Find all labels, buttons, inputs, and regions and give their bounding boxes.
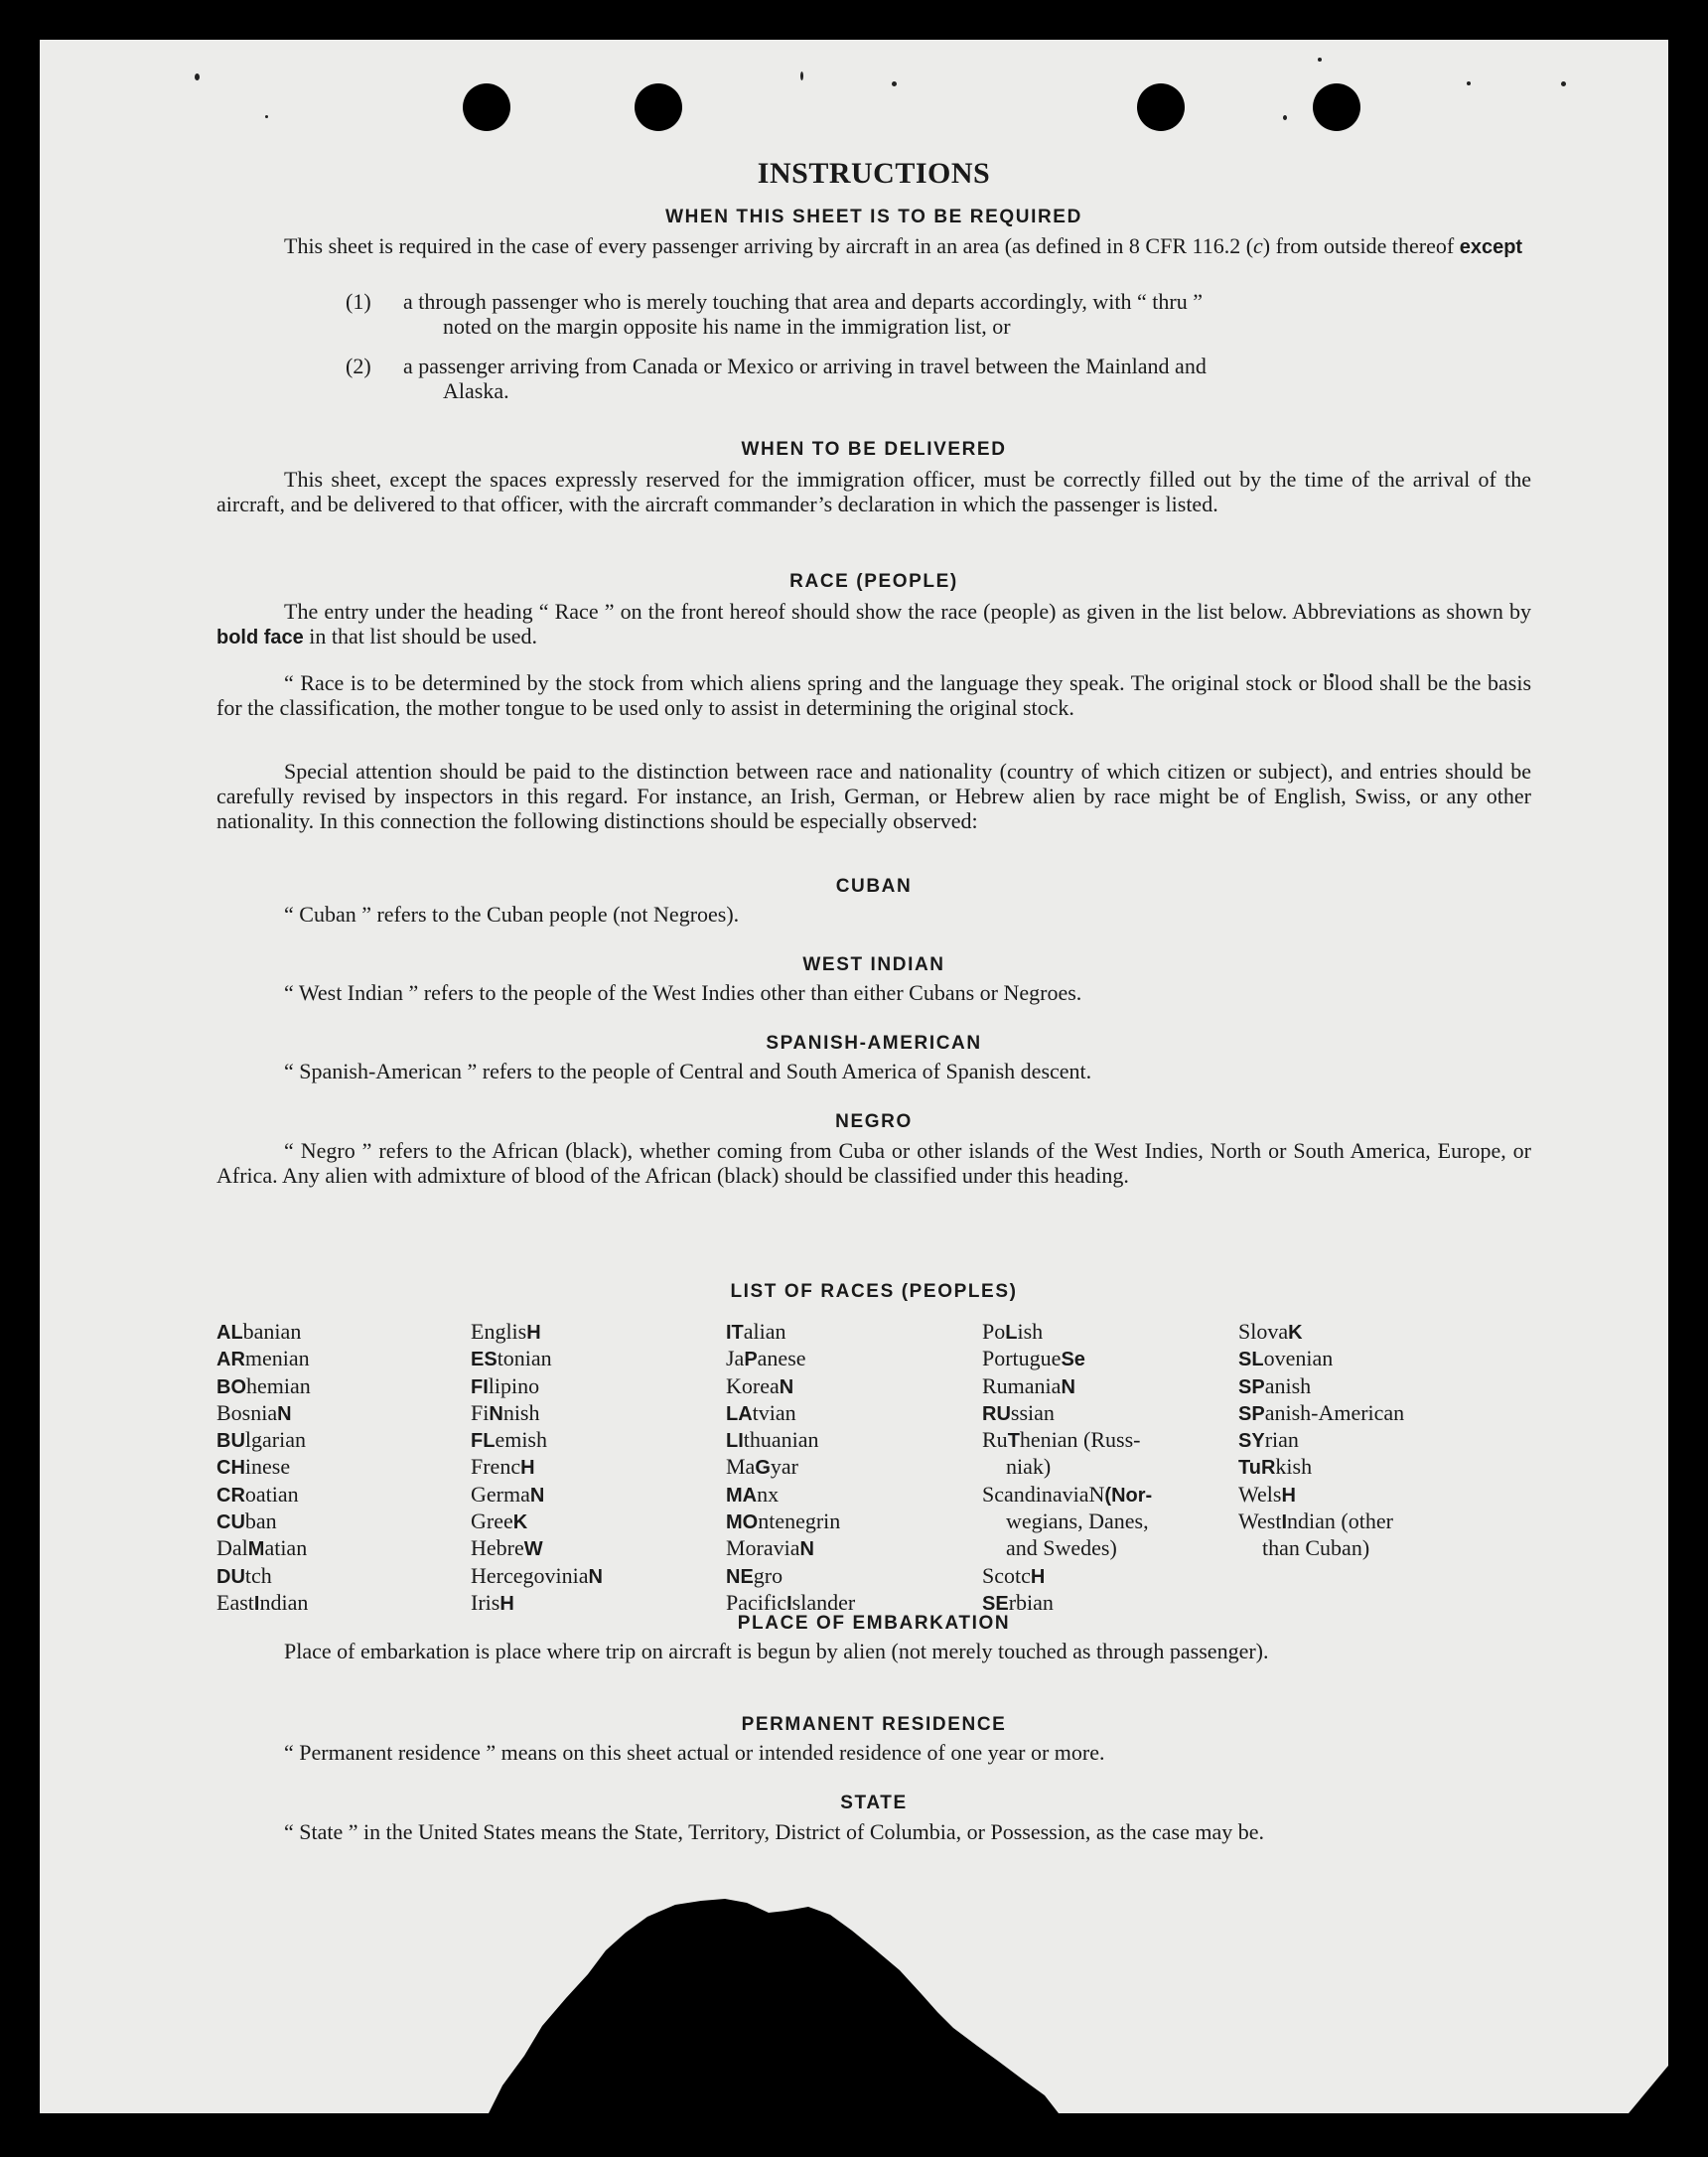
race-abbr-suffix: N: [779, 1375, 794, 1398]
heading-race: RACE (PEOPLE): [789, 571, 958, 592]
race-name-part: Po: [982, 1319, 1006, 1344]
race-name: tvian: [752, 1399, 796, 1425]
race-abbr-prefix: FL: [471, 1430, 496, 1453]
race-abbr-prefix: CH: [216, 1457, 245, 1480]
race-name-part: Ma: [726, 1454, 756, 1480]
race-abbr-suffix: N: [529, 1484, 545, 1507]
race-name: ovenian: [1263, 1346, 1334, 1371]
race-abbr-prefix: CR: [216, 1484, 245, 1507]
paragraph-race-3: Special attention should be paid to the distinction between race and nationality (country of which citizen or subject), and entries should be carefully revised by inspectors in this regard. For instance, an Irish, German, or Hebrew alien by race might be of English, Swiss, or any other nationality. In this connection the following distinctions should be especially observed:: [216, 759, 1531, 833]
race-abbr-letter: I: [1281, 1511, 1288, 1534]
paragraph-embarkation: Place of embarkation is place where trip on aircraft is begun by alien (not merely touched as through passenger).: [284, 1639, 1269, 1663]
race-abbr-prefix: RU: [982, 1402, 1011, 1425]
required-intro-b: ) from outside thereof: [1262, 233, 1460, 258]
race-abbr-prefix: SL: [1238, 1349, 1264, 1371]
race-name: lgarian: [244, 1427, 306, 1453]
race-name-part: West: [1238, 1509, 1282, 1534]
race-name-part: Dal: [216, 1535, 248, 1561]
race-name: Iris: [471, 1589, 500, 1615]
race-abbr-suffix: K: [1288, 1322, 1303, 1344]
race-abbr-suffix: N: [277, 1402, 292, 1425]
race-name: thuanian: [743, 1427, 819, 1453]
item-number: (2): [346, 354, 371, 378]
heading-embarkation: PLACE OF EMBARKATION: [737, 1613, 1011, 1634]
heading-when-required: WHEN THIS SHEET IS TO BE REQUIRED: [665, 207, 1082, 227]
heading-permanent-residence: PERMANENT RESIDENCE: [741, 1714, 1007, 1735]
race-abbr-suffix: W: [523, 1538, 543, 1561]
race-abbr-suffix: K: [512, 1511, 528, 1534]
heading-west-indian: WEST INDIAN: [802, 954, 945, 975]
paragraph-negro: “ Negro ” refers to the African (black), whether coming from Cuba or other islands of the West Indies, North or South America, Europe, or Africa. Any alien with admixture of blood of the African (black) should be classified under this heading.: [216, 1138, 1531, 1188]
race-abbr-prefix: LI: [726, 1430, 744, 1453]
paragraph-state: “ State ” in the United States means the State, Territory, District of Columbia, or Possession, as the case may be.: [284, 1819, 1265, 1844]
race-name: Portugue: [982, 1346, 1062, 1371]
race-abbr-prefix: SP: [1238, 1402, 1265, 1425]
heading-spanish-american: SPANISH-AMERICAN: [766, 1033, 982, 1054]
race-abbr-prefix: SP: [1238, 1375, 1265, 1398]
race-abbr-letter: L: [1005, 1322, 1018, 1344]
race-name-part: East: [216, 1589, 254, 1615]
item-number: (1): [346, 289, 371, 314]
race-abbr-prefix: ES: [471, 1349, 498, 1371]
race-abbr-prefix: TuR: [1238, 1457, 1276, 1480]
race-name: niak): [1006, 1454, 1052, 1480]
race-abbr-prefix: FI: [471, 1375, 489, 1398]
race-name-part: Fi: [471, 1399, 490, 1425]
paragraph-cuban: “ Cuban ” refers to the Cuban people (not Negroes).: [284, 902, 740, 927]
race-name: Hercegovinia: [471, 1562, 589, 1588]
torn-paper-edge: [40, 40, 1668, 2113]
race-name: Moravia: [726, 1535, 800, 1561]
race-name-part: Ja: [726, 1346, 745, 1371]
race-abbr-letter: M: [247, 1538, 265, 1561]
race-name: Scotc: [982, 1562, 1031, 1588]
race-abbr-prefix: MO: [726, 1511, 759, 1534]
race-name: Scandinavia: [982, 1481, 1089, 1507]
race-name: oatian: [244, 1481, 299, 1507]
required-intro-c: c: [1253, 233, 1263, 258]
race-name: kish: [1275, 1454, 1313, 1480]
heading-list-of-races: LIST OF RACES (PEOPLES): [730, 1281, 1018, 1302]
race-name: tonian: [497, 1346, 552, 1371]
race-abbr-suffix: H: [526, 1322, 541, 1344]
race-name: inese: [244, 1454, 291, 1480]
race-p1-b: in that list should be used.: [303, 624, 538, 648]
race-name: Gree: [471, 1509, 513, 1534]
race-name: banian: [242, 1319, 302, 1344]
race-name-part: N: [1088, 1481, 1105, 1507]
race-name: anish-American: [1264, 1399, 1405, 1425]
race-name: ssian: [1010, 1399, 1055, 1425]
race-name: anish: [1264, 1372, 1312, 1398]
heading-state: STATE: [840, 1793, 908, 1813]
race-name: Hebre: [471, 1535, 524, 1561]
race-abbr-letter: P: [744, 1349, 758, 1371]
race-name: Korea: [726, 1372, 780, 1398]
race-name: nx: [757, 1481, 780, 1507]
race-name: wegians, Danes,: [1006, 1509, 1149, 1534]
race-name: Rumania: [982, 1372, 1062, 1398]
required-intro-a: This sheet is required in the case of every passenger arriving by aircraft in an area (as defined in 8 CFR 116.2 (: [284, 233, 1254, 258]
race-abbr-suffix: H: [499, 1592, 514, 1615]
race-abbr-suffix: N: [799, 1538, 814, 1561]
heading-negro: NEGRO: [835, 1111, 913, 1132]
race-abbr-prefix: SE: [982, 1592, 1009, 1615]
race-abbr-letter: I: [253, 1592, 260, 1615]
race-abbr-prefix: LA: [726, 1402, 753, 1425]
race-abbr-prefix: CU: [216, 1511, 245, 1534]
page-title: INSTRUCTIONS: [757, 157, 991, 190]
race-name: Bosnia: [216, 1399, 278, 1425]
race-abbr-letter: I: [786, 1592, 792, 1615]
race-p1-bold: bold face: [216, 627, 304, 648]
heading-when-delivered: WHEN TO BE DELIVERED: [741, 439, 1007, 460]
item-text-cont: Alaska.: [443, 378, 509, 403]
race-name: Englis: [471, 1319, 527, 1344]
race-name: alian: [743, 1319, 786, 1344]
race-name: anese: [757, 1346, 806, 1371]
race-name: Slova: [1238, 1319, 1289, 1344]
race-name: hemian: [246, 1372, 311, 1398]
race-name: nish: [502, 1399, 540, 1425]
race-name: slander: [791, 1589, 856, 1615]
race-name: ntenegrin: [758, 1509, 841, 1534]
race-abbr-suffix: Se: [1061, 1349, 1085, 1371]
race-abbr-prefix: AR: [216, 1349, 245, 1371]
race-name: rbian: [1008, 1589, 1054, 1615]
item-text: a through passenger who is merely touching that area and departs accordingly, with “ thru ”: [403, 289, 1203, 314]
race-abbr-suffix: H: [520, 1457, 535, 1480]
race-abbr-prefix: SY: [1238, 1430, 1265, 1453]
race-name: rian: [1264, 1427, 1299, 1453]
race-name: henian (Russ-: [1019, 1427, 1141, 1453]
paragraph-permanent-residence: “ Permanent residence ” means on this sheet actual or intended residence of one year or more.: [284, 1740, 1105, 1765]
race-name-part: Ru: [982, 1427, 1008, 1453]
race-abbr-prefix: BU: [216, 1430, 245, 1453]
paragraph-delivered: This sheet, except the spaces expressly reserved for the immigration officer, must be correctly filled out by the time of the arrival of the aircraft, and be delivered to that officer, with the aircraft commander’s declaration in which the passenger is listed.: [216, 467, 1531, 516]
race-name: tch: [244, 1562, 272, 1588]
item-text-cont: noted on the margin opposite his name in the immigration list, or: [443, 314, 1011, 339]
paragraph-spanish-american: “ Spanish-American ” refers to the people of Central and South America of Spanish descent.: [284, 1059, 1092, 1083]
race-name: yar: [770, 1454, 798, 1480]
race-abbr-letter: G: [755, 1457, 771, 1480]
race-p1-a: The entry under the heading “ Race ” on the front hereof should show the race (people) as given in the list below. Abbreviations as shown by: [284, 599, 1531, 624]
race-name: emish: [495, 1427, 547, 1453]
race-name: Frenc: [471, 1454, 521, 1480]
race-abbr-prefix: IT: [726, 1322, 744, 1344]
race-name: atian: [264, 1535, 308, 1561]
race-abbr-suffix: N: [588, 1565, 603, 1588]
race-abbr-suffix: H: [1281, 1484, 1296, 1507]
race-abbr-suffix: N: [1061, 1375, 1075, 1398]
race-abbr-prefix: NE: [726, 1565, 754, 1588]
race-name: lipino: [488, 1372, 540, 1398]
race-abbr-prefix: MA: [726, 1484, 758, 1507]
race-name: Germa: [471, 1481, 530, 1507]
race-abbr-prefix: BO: [216, 1375, 246, 1398]
race-name-part: Pacific: [726, 1589, 787, 1615]
race-name: than Cuban): [1262, 1535, 1370, 1561]
race-abbr-prefix: DU: [216, 1565, 245, 1588]
race-name: ndian (other: [1287, 1509, 1393, 1534]
race-name: menian: [244, 1346, 310, 1371]
race-abbr-letter: N: [489, 1402, 503, 1425]
race-abbr-letter: (Nor-: [1104, 1484, 1153, 1507]
race-abbr-suffix: H: [1030, 1565, 1046, 1588]
heading-cuban: CUBAN: [835, 876, 913, 897]
race-abbr-letter: T: [1007, 1430, 1020, 1453]
race-abbr-prefix: AL: [216, 1322, 243, 1344]
race-name: ish: [1017, 1319, 1044, 1344]
document-page: [40, 40, 1668, 2113]
paragraph-west-indian: “ West Indian ” refers to the people of the West Indies other than either Cubans or Negroes.: [284, 980, 1082, 1005]
item-text: a passenger arriving from Canada or Mexico or arriving in travel between the Mainland and: [403, 354, 1207, 378]
race-name: Wels: [1238, 1481, 1282, 1507]
race-name: ban: [244, 1509, 277, 1534]
required-except: except: [1459, 236, 1523, 258]
race-name: and Swedes): [1006, 1535, 1117, 1561]
paragraph-race-2: “ Race is to be determined by the stock from which aliens spring and the language they speak. The original stock or blood shall be the basis for the classification, the mother tongue to be used only to assist in determining the original stock.: [216, 670, 1531, 720]
race-name: gro: [753, 1562, 783, 1588]
race-name: ndian: [259, 1589, 309, 1615]
